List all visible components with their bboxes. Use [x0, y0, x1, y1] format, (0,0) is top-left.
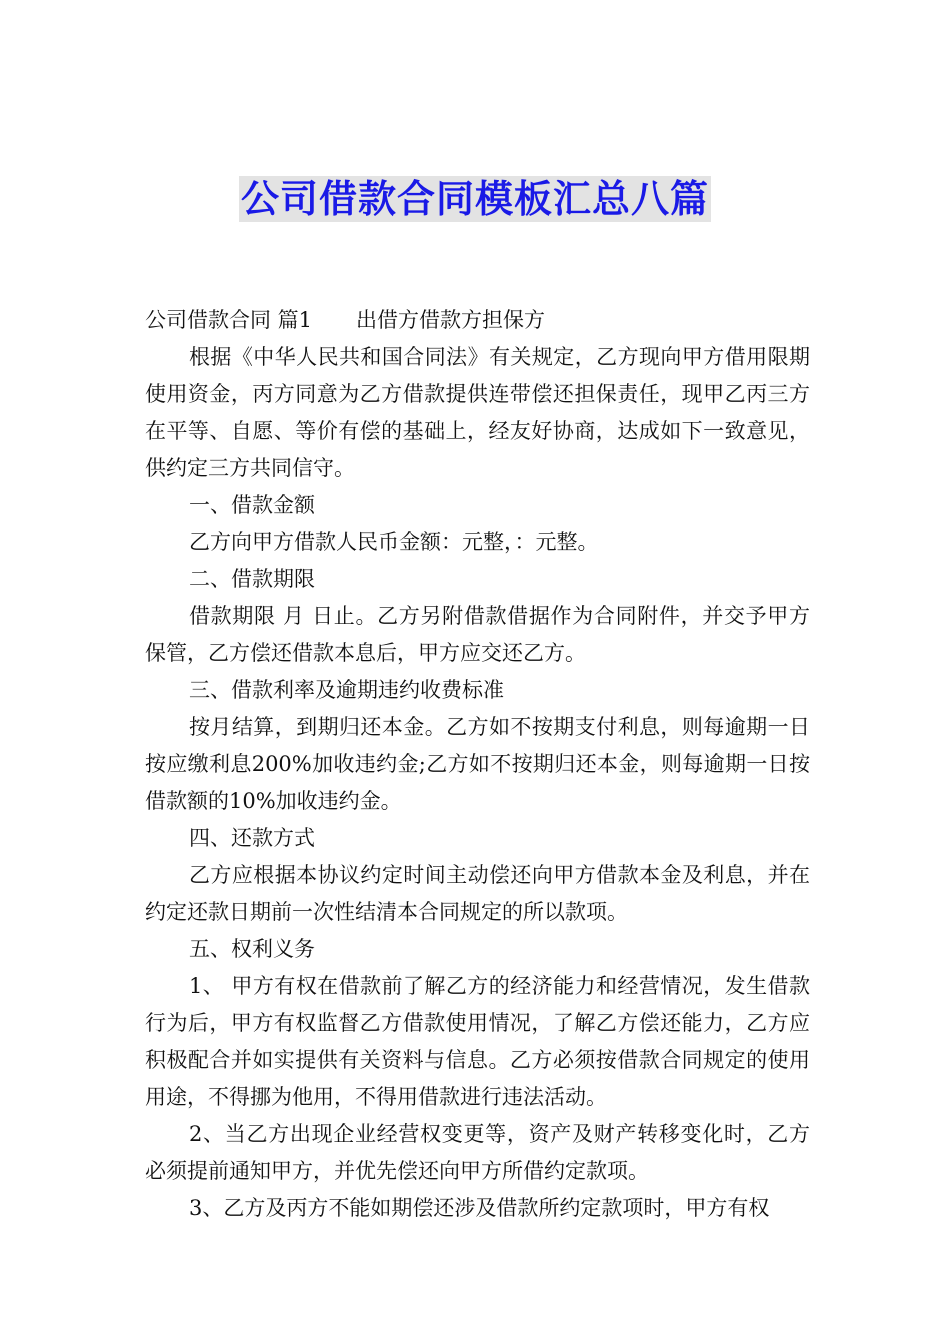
rights-item-3: 3、乙方及丙方不能如期偿还涉及借款所约定款项时，甲方有权 [189, 1196, 770, 1220]
clause-paragraph-amount: 乙方向甲方借款人民币金额：元整，：元整。 [189, 530, 599, 554]
clause-paragraph-repayment: 乙方应根据本协议约定时间主动偿还向甲方借款本金及利息，并在约定还款日期前一次性结清本合同规定的所以款项。 [145, 863, 810, 924]
clause-paragraph-term: 借款期限 月 日止。乙方另附借款借据作为合同附件，并交予甲方保管，乙方偿还借款本息后，甲方应交还乙方。 [145, 604, 810, 665]
document-title: 公司借款合同模板汇总八篇 [240, 177, 709, 221]
section-heading-line [145, 302, 810, 339]
clause-heading-interest: 三、借款利率及逾期违约收费标准 [189, 678, 504, 702]
clause-paragraph-interest: 按月结算，到期归还本金。乙方如不按期支付利息，则每逾期一日按应缴利息200%加收违约金;乙方如不按期归还本金，则每逾期一日按借款额的10%加收违约金。 [145, 715, 810, 813]
preamble-paragraph: 根据《中华人民共和国合同法》有关规定，乙方现向甲方借用限期使用资金，丙方同意为乙方借款提供连带偿还担保责任，现甲乙丙三方在平等、自愿、等价有偿的基础上，经友好协商，达成如下一致意见，供约定三方共同信守。 [145, 345, 810, 480]
clause-heading-repayment: 四、还款方式 [189, 826, 315, 850]
rights-item-1: 1、 甲方有权在借款前了解乙方的经济能力和经营情况，发生借款行为后，甲方有权监督乙方借款使用情况，了解乙方偿还能力，乙方应积极配合并如实提供有关资料与信息。乙方必须按借款合同规定的使用用途，不得挪为他用，不得用借款进行违法活动。 [145, 974, 810, 1109]
parties-label: 出借方借款方担保方 [356, 308, 546, 332]
clause-heading-term: 二、借款期限 [189, 567, 315, 591]
clause-heading-rights: 五、权利义务 [189, 937, 315, 961]
title-container [0, 176, 950, 222]
rights-item-2: 2、当乙方出现企业经营权变更等，资产及财产转移变化时，乙方必须提前通知甲方，并优先偿还向甲方所借约定款项。 [145, 1122, 810, 1183]
document-body [145, 302, 810, 1227]
section-label: 公司借款合同 篇1 [145, 308, 313, 332]
clause-heading-amount: 一、借款金额 [189, 493, 315, 517]
